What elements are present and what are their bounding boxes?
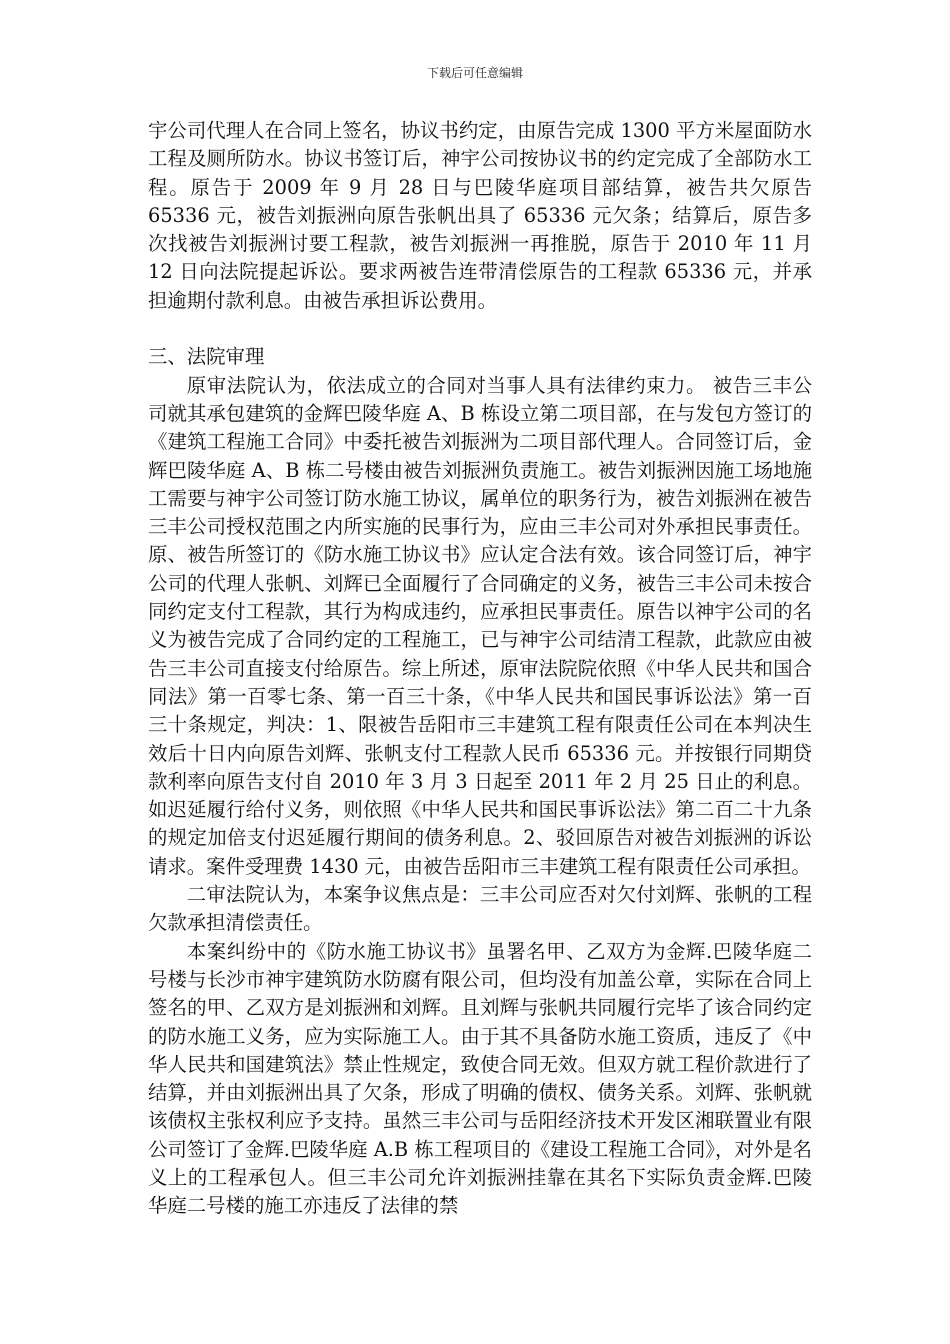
paragraph-plaintiff-claim: 宇公司代理人在合同上签名，协议书约定，由原告完成 1300 平方米屋面防水工程及厕所防水。协议书签订后，神宇公司按协议书的约定完成了全部防水工程。原告于 2009 年 9 月 28 日与巴陵华庭项目部结算，被告共欠原告 65336 元，被告刘振洲向原告张帆出具了 65336 元欠条；结算后，原告多次找被告刘振洲讨要工程款，被告刘振洲一再推脱，原告于 2010 年 11 月 12 日向法院提起诉讼。要求两被告连带清偿原告的工程款 65336 元，并承担逾期付款利息。由被告承担诉讼费用。 — [148, 119, 812, 312]
document-body — [148, 117, 812, 1221]
paragraph-analysis: 本案纠纷中的《防水施工协议书》虽署名甲、乙双方为金辉.巴陵华庭二号楼与长沙市神宇建筑防水防腐有限公司，但均没有加盖公章，实际在合同上签名的甲、乙双方是刘振洲和刘辉。且刘辉与张帆共同履行完毕了该合同约定的防水施工义务，应为实际施工人。由于其不具备防水施工资质，违反了《中华人民共和国建筑法》禁止性规定，致使合同无效。但双方就工程价款进行了结算，并由刘振洲出具了欠条，形成了明确的债权、债务关系。刘辉、张帆就该债权主张权利应予支持。虽然三丰公司与岳阳经济技术开发区湘联置业有限公司签订了金辉.巴陵华庭 A.B 栋工程项目的《建设工程施工合同》，对外是名义上的工程承包人。但三丰公司允许刘振洲挂靠在其名下实际负责金辉.巴陵华庭二号楼的施工亦违反了法律的禁 — [148, 939, 812, 1218]
paragraph-second-instance: 二审法院认为，本案争议焦点是：三丰公司应否对欠付刘辉、张帆的工程欠款承担清偿责任。 — [148, 883, 812, 935]
paragraph-gap — [148, 315, 812, 343]
paragraph-first-instance: 原审法院认为，依法成立的合同对当事人具有法律约束力。 被告三丰公司就其承包建筑的金辉巴陵华庭 A、B 栋设立第二项目部，在与发包方签订的《建筑工程施工合同》中委托被告刘振洲为二项目部代理人。合同签订后，金辉巴陵华庭 A、B 栋二号楼由被告刘振洲负责施工。被告刘振洲因施工场地施工需要与神宇公司签订防水施工协议，属单位的职务行为，被告刘振洲在被告三丰公司授权范围之内所实施的民事行为，应由三丰公司对外承担民事责任。原、被告所签订的《防水施工协议书》应认定合法有效。该合同签订后，神宇公司的代理人张帆、刘辉已全面履行了合同确定的义务，被告三丰公司未按合同约定支付工程款，其行为构成违约，应承担民事责任。原告以神宇公司的名义为被告完成了合同约定的工程施工，已与神宇公司结清工程款，此款应由被告三丰公司直接支付给原告。综上所述，原审法院院依照《中华人民共和国合同法》第一百零七条、第一百三十条，《中华人民共和国民事诉讼法》第一百三十条规定，判决：1、限被告岳阳市三丰建筑工程有限责任公司在本判决生效后十日内向原告刘辉、张帆支付工程款人民币 65336 元。并按银行同期贷款利率向原告支付自 2010 年 3 月 3 日起至 2011 年 2 月 25 日止的利息。如迟延履行给付义务，则依照《中华人民共和国民事诉讼法》第二百二十九条的规定加倍支付迟延履行期间的债务利息。2、驳回原告对被告刘振洲的诉讼请求。案件受理费 1430 元，由被告岳阳市三丰建筑工程有限责任公司承担。 — [148, 373, 812, 878]
page-header: 下载后可任意编辑 — [426, 66, 523, 80]
section-heading: 三、法院审理 — [148, 345, 265, 369]
